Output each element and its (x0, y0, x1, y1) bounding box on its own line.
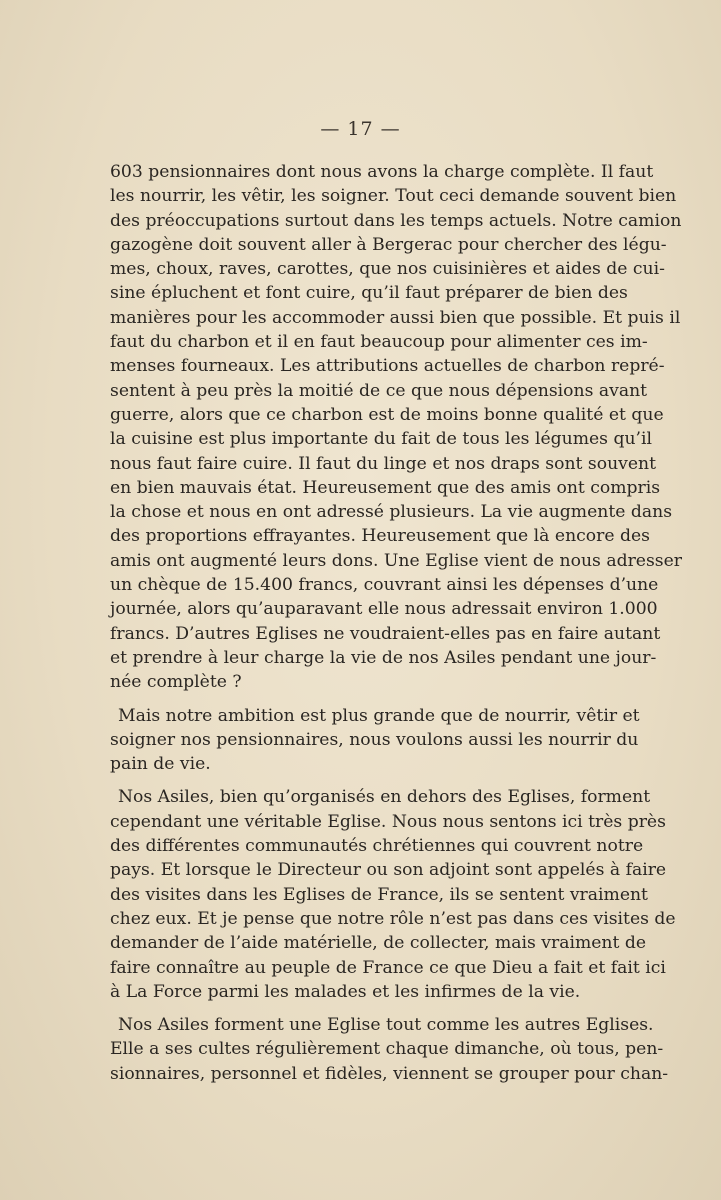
paragraph-1 (110, 160, 682, 695)
text-line: 603 pensionnaires dont nous avons la charge complète. Il faut (110, 162, 654, 182)
text-line: Elle a ses cultes régulièrement chaque dimanche, où tous, pen- (110, 1039, 664, 1060)
text-line: Nos Asiles, bien qu’organisés en dehors des Eglises, forment (118, 787, 651, 808)
text-line: des différentes communautés chrétiennes qui couvrent notre (110, 836, 644, 857)
text-line: menses fourneaux. Les attributions actuelles de charbon repré- (110, 356, 665, 377)
text-line: faire connaître au peuple de France ce que Dieu a fait et fait ici (110, 957, 666, 978)
text-line: pain de vie. (110, 754, 211, 775)
text-line: mes, choux, raves, carottes, que nos cuisinières et aides de cui- (110, 259, 665, 280)
text-line: demander de l’aide matérielle, de collecter, mais vraiment de (110, 933, 647, 954)
text-line: cependant une véritable Eglise. Nous nous sentons ici très près (110, 811, 666, 832)
text-line: et prendre à leur charge la vie de nos Asiles pendant une jour- (110, 647, 657, 668)
text-line: francs. D’autres Eglises ne voudraient-elles pas en faire autant (110, 623, 661, 644)
text-line: amis ont augmenté leurs dons. Une Eglise vient de nous adresser (110, 550, 682, 571)
body-text (110, 160, 682, 1086)
text-line: soigner nos pensionnaires, nous voulons aussi les nourrir du (110, 729, 639, 750)
text-line: la cuisine est plus importante du fait de tous les légumes qu’il (110, 429, 652, 450)
paragraph-2 (110, 704, 640, 777)
text-line: pays. Et lorsque le Directeur ou son adjoint sont appelés à faire (110, 860, 667, 881)
text-line: gazogène doit souvent aller à Bergerac pour chercher des légu- (110, 234, 667, 255)
text-line: un chèque de 15.400 francs, couvrant ainsi les dépenses d’une (110, 575, 659, 596)
text-line: guerre, alors que ce charbon est de moins bonne qualité et que (110, 404, 664, 425)
text-line: en bien mauvais état. Heureusement que des amis ont compris (110, 477, 661, 498)
text-line: sine épluchent et font cuire, qu’il faut préparer de bien des (110, 283, 628, 304)
text-line: les nourrir, les vêtir, les soigner. Tout ceci demande souvent bien (110, 186, 677, 207)
text-line: journée, alors qu’auparavant elle nous adressait environ 1.000 (110, 599, 658, 620)
text-line: manières pour les accommoder aussi bien que possible. Et puis il (110, 307, 681, 328)
text-line: des préoccupations surtout dans les temps actuels. Notre camion (110, 210, 682, 231)
text-line: des proportions effrayantes. Heureusement que là encore des (110, 526, 650, 547)
text-line: nous faut faire cuire. Il faut du linge et nos draps sont souvent (110, 453, 657, 474)
text-line: chez eux. Et je pense que notre rôle n’est pas dans ces visites de (110, 908, 676, 929)
text-line: à La Force parmi les malades et les infirmes de la vie. (110, 981, 581, 1002)
text-line: Nos Asiles forment une Eglise tout comme les autres Eglises. (118, 1015, 654, 1036)
text-line: des visites dans les Eglises de France, ils se sentent vraiment (110, 884, 648, 905)
text-line: la chose et nous en ont adressé plusieurs. La vie augmente dans (110, 502, 673, 523)
text-line: sionnaires, personnel et fidèles, viennent se grouper pour chan- (110, 1063, 669, 1084)
page-number: — 17 — (320, 118, 401, 140)
paragraph-4 (110, 1013, 669, 1086)
text-line: sentent à peu près la moitié de ce que nous dépensions avant (110, 380, 648, 401)
text-line: Mais notre ambition est plus grande que de nourrir, vêtir et (118, 705, 640, 726)
text-line: faut du charbon et il en faut beaucoup pour alimenter ces im- (110, 332, 648, 353)
text-line: née complète ? (110, 672, 242, 693)
paragraph-3 (110, 785, 676, 1004)
